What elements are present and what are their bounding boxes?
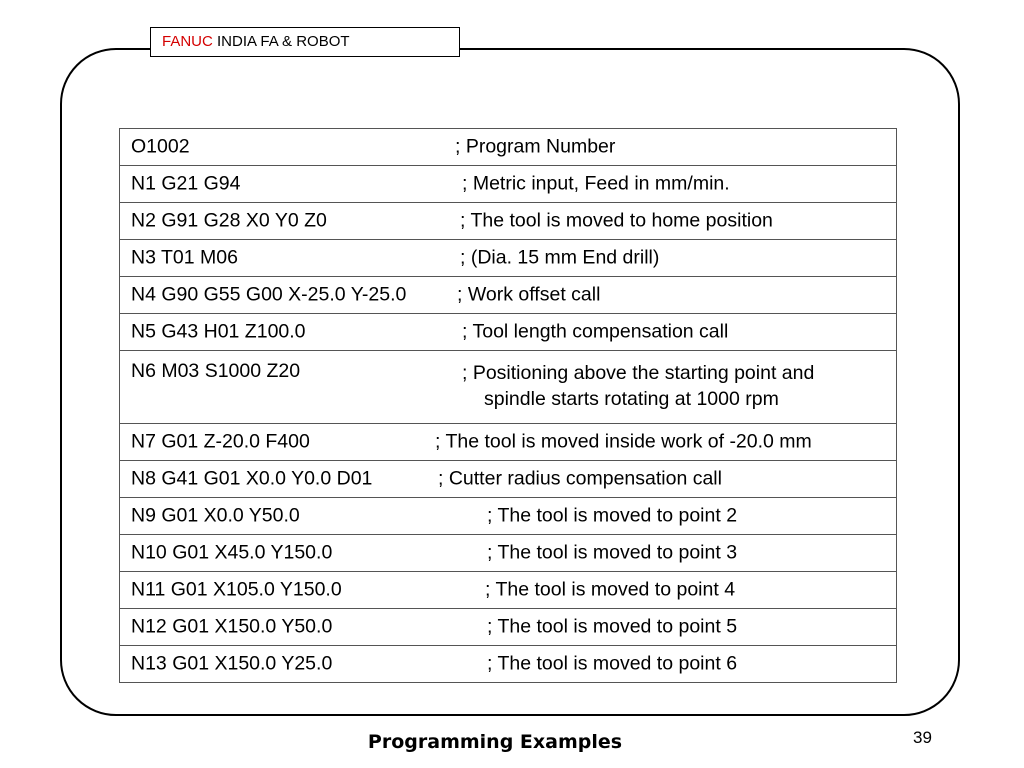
table-row	[120, 646, 897, 683]
table-row	[120, 498, 897, 535]
program-comment: ; (Dia. 15 mm End drill)	[460, 246, 660, 269]
program-code: N6 M03 S1000 Z20	[131, 360, 301, 382]
program-comment-line1: ; Positioning above the starting point and	[462, 362, 815, 384]
program-code: N10 G01 X45.0 Y150.0	[131, 541, 333, 564]
table-row	[120, 203, 897, 240]
table-row	[120, 240, 897, 277]
program-code: N2 G91 G28 X0 Y0 Z0	[131, 209, 327, 232]
program-code: N1 G21 G94	[131, 172, 241, 195]
program-code: N7 G01 Z-20.0 F400	[131, 430, 310, 453]
program-code: N13 G01 X150.0 Y25.0	[131, 652, 333, 675]
table-row	[120, 351, 897, 424]
program-code: N11 G01 X105.0 Y150.0	[131, 578, 342, 601]
program-code: N4 G90 G55 G00 X-25.0 Y-25.0	[131, 283, 407, 306]
program-code: O1002	[131, 135, 190, 158]
program-comment: ; The tool is moved to home position	[460, 209, 773, 232]
brand-header	[150, 27, 460, 57]
program-table	[119, 128, 897, 683]
program-code: N5 G43 H01 Z100.0	[131, 320, 306, 343]
table-row	[120, 314, 897, 351]
program-comment: ; The tool is moved to point 2	[487, 504, 738, 527]
brand-text: INDIA FA & ROBOT	[212, 33, 350, 50]
table-row	[120, 535, 897, 572]
table-row	[120, 129, 897, 166]
program-code: N8 G41 G01 X0.0 Y0.0 D01	[131, 467, 373, 490]
program-comment	[462, 360, 814, 412]
program-code: N12 G01 X150.0 Y50.0	[131, 615, 333, 638]
footer-title: Programming Examples	[367, 731, 623, 753]
table-row	[120, 166, 897, 203]
program-comment: ; Cutter radius compensation call	[438, 467, 722, 490]
program-comment: ; The tool is moved to point 3	[487, 541, 738, 564]
program-comment: ; The tool is moved to point 6	[487, 652, 738, 675]
table-row	[120, 461, 897, 498]
program-code: N9 G01 X0.0 Y50.0	[131, 504, 300, 527]
table-row	[120, 609, 897, 646]
table-row	[120, 424, 897, 461]
program-comment: ; The tool is moved to point 4	[485, 578, 736, 601]
page-number: 39	[913, 728, 932, 747]
program-comment: ; Program Number	[455, 135, 616, 158]
program-comment: ; The tool is moved to point 5	[487, 615, 738, 638]
program-comment: ; Work offset call	[457, 283, 601, 306]
table-row	[120, 277, 897, 314]
program-comment: ; The tool is moved inside work of -20.0 mm	[435, 430, 812, 453]
program-comment: ; Tool length compensation call	[462, 320, 729, 343]
brand-accent: FANUC	[162, 33, 213, 50]
table-row	[120, 572, 897, 609]
program-comment-line2: spindle starts rotating at 1000 rpm	[484, 388, 779, 410]
program-comment: ; Metric input, Feed in mm/min.	[462, 172, 730, 195]
program-code: N3 T01 M06	[131, 246, 238, 269]
